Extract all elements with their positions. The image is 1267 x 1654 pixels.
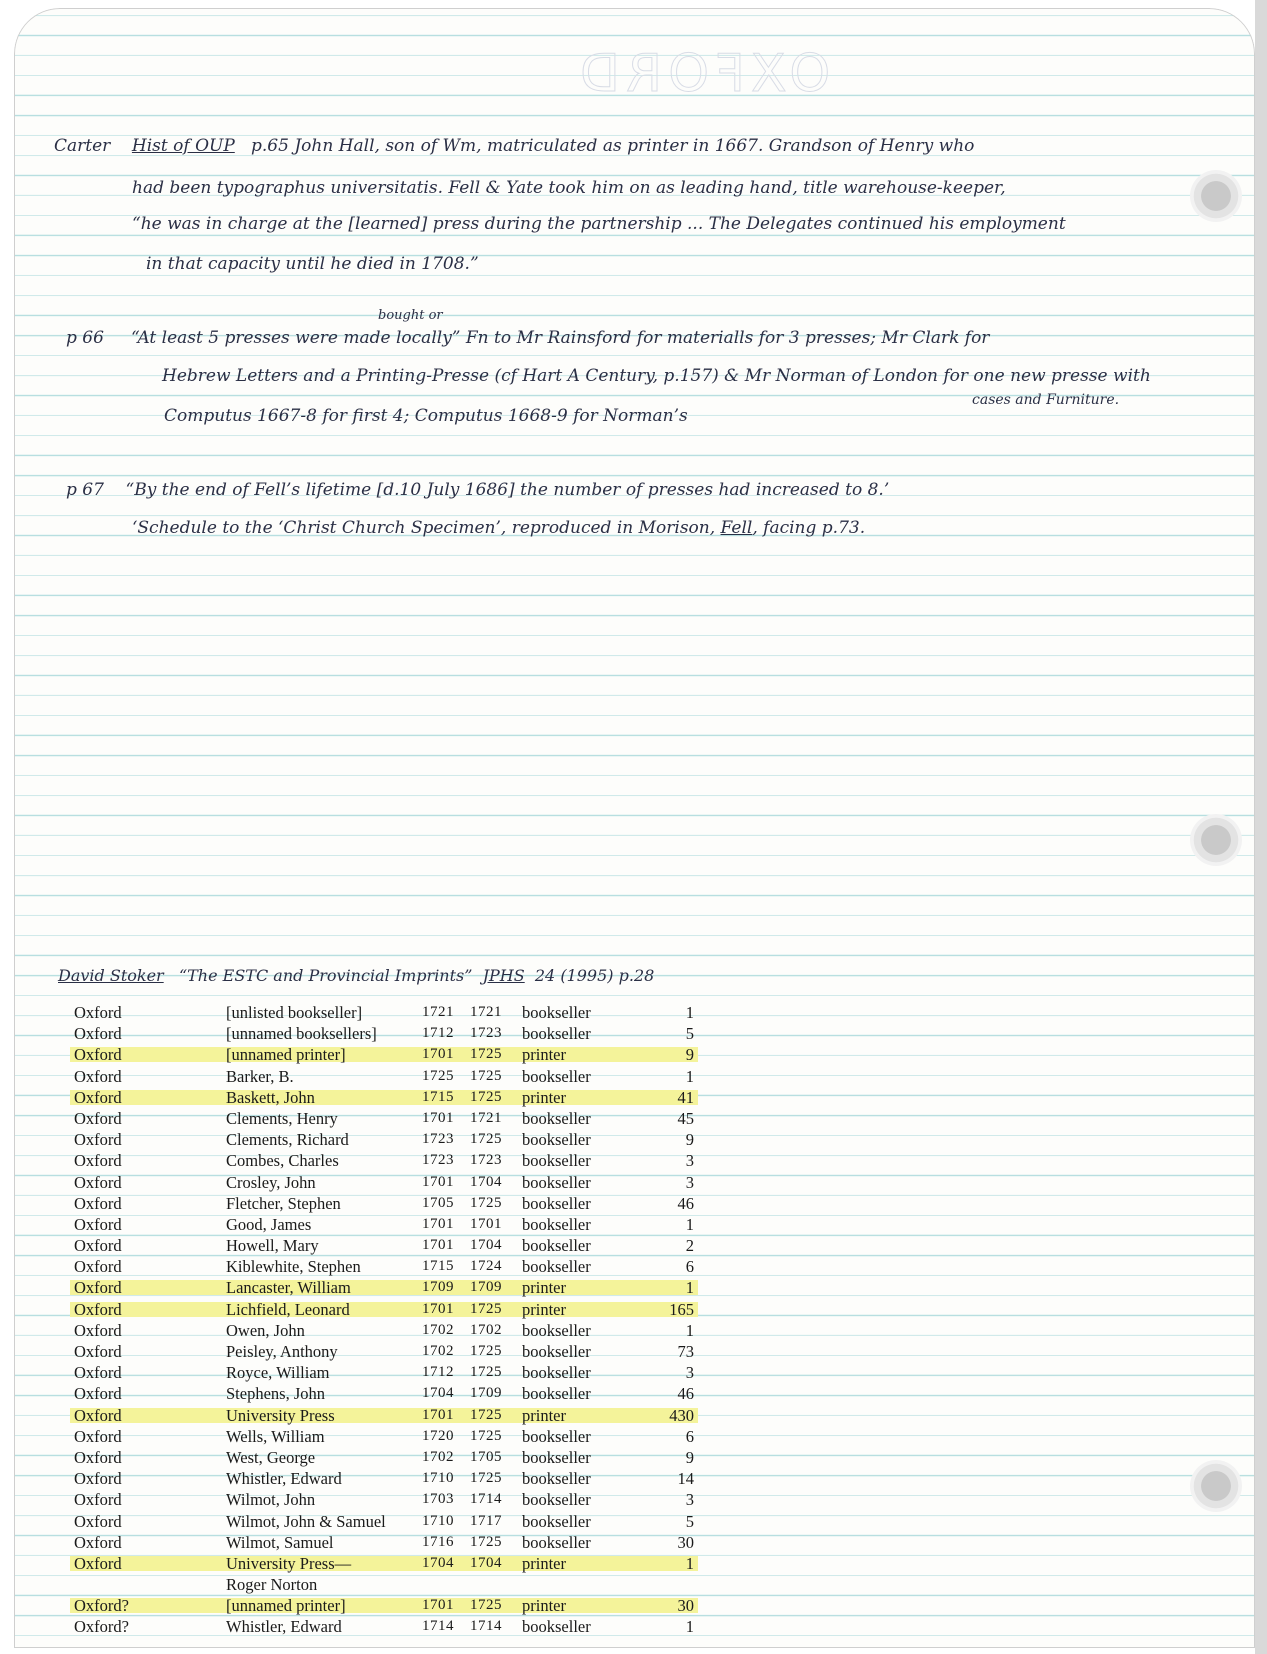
row-start-year: 1701 bbox=[422, 1109, 454, 1126]
row-place: Oxford bbox=[74, 1108, 122, 1128]
note-text: ‘Schedule to the ‘Christ Church Specimen’, reproduced in Morison, bbox=[132, 518, 721, 538]
row-start-year: 1712 bbox=[422, 1364, 454, 1381]
citation-journal: JPHS bbox=[482, 966, 525, 985]
row-name: Wilmot, John bbox=[226, 1490, 316, 1510]
row-end-year: 1725 bbox=[470, 1300, 502, 1317]
row-start-year: 1712 bbox=[422, 1025, 454, 1042]
row-count: 6 bbox=[685, 1257, 694, 1277]
row-name: Owen, John bbox=[226, 1320, 305, 1340]
row-count: 2 bbox=[685, 1236, 694, 1256]
imprints-table bbox=[70, 1002, 698, 1637]
table-row bbox=[70, 1087, 698, 1108]
row-start-year: 1701 bbox=[422, 1237, 454, 1254]
row-end-year: 1704 bbox=[470, 1173, 502, 1190]
row-end-year: 1721 bbox=[470, 1004, 502, 1020]
row-count: 9 bbox=[685, 1045, 694, 1065]
row-end-year: 1709 bbox=[470, 1279, 502, 1296]
row-name-continued: Roger Norton bbox=[226, 1574, 318, 1594]
row-role: printer bbox=[522, 1278, 566, 1298]
row-count: 3 bbox=[685, 1490, 694, 1510]
row-role: bookseller bbox=[522, 1214, 591, 1234]
row-role: bookseller bbox=[522, 1172, 591, 1192]
table-row bbox=[70, 1214, 698, 1235]
row-count: 1 bbox=[685, 1553, 694, 1573]
row-start-year: 1710 bbox=[422, 1470, 454, 1487]
row-role: bookseller bbox=[522, 1257, 591, 1277]
table-row bbox=[70, 1235, 698, 1256]
row-place: Oxford bbox=[74, 1236, 122, 1256]
table-row bbox=[70, 1299, 698, 1320]
row-place: Oxford bbox=[74, 1130, 122, 1150]
row-role: printer bbox=[522, 1405, 566, 1425]
row-end-year: 1725 bbox=[470, 1427, 502, 1444]
row-name: Whistler, Edward bbox=[226, 1469, 342, 1489]
note-line bbox=[66, 480, 889, 500]
note-line: Computus 1667-8 for first 4; Computus 1668-9 for Norman’s bbox=[164, 406, 688, 426]
note-book-title: Hist of OUP bbox=[131, 136, 235, 156]
row-place: Oxford bbox=[74, 1553, 122, 1573]
note-source: Carter bbox=[54, 136, 111, 156]
row-place: Oxford bbox=[74, 1532, 122, 1552]
row-start-year: 1701 bbox=[422, 1596, 454, 1613]
table-row bbox=[70, 1002, 698, 1023]
row-place: Oxford bbox=[74, 1214, 122, 1234]
row-name: [unnamed printer] bbox=[226, 1045, 346, 1065]
table-row bbox=[70, 1044, 698, 1065]
table-row bbox=[70, 1277, 698, 1298]
row-name: Stephens, John bbox=[226, 1384, 325, 1404]
row-role: bookseller bbox=[522, 1363, 591, 1383]
row-name: Baskett, John bbox=[226, 1087, 315, 1107]
row-count: 3 bbox=[685, 1172, 694, 1192]
row-role: bookseller bbox=[522, 1320, 591, 1340]
row-name: Fletcher, Stephen bbox=[226, 1193, 341, 1213]
row-place: Oxford bbox=[74, 1405, 122, 1425]
binder-hole bbox=[1190, 170, 1242, 222]
note-line: Hebrew Letters and a Printing-Presse (cf Hart A Century, p.157) & Mr Norman of London for one new presse with bbox=[162, 366, 1151, 386]
table-row bbox=[70, 1426, 698, 1447]
note-text: p.65 John Hall, son of Wm, matriculated as printer in 1667. Grandson of Henry who bbox=[251, 136, 975, 156]
row-place: Oxford bbox=[74, 1490, 122, 1510]
row-start-year: 1701 bbox=[422, 1173, 454, 1190]
row-count: 9 bbox=[685, 1130, 694, 1150]
binder-hole bbox=[1190, 1460, 1242, 1512]
note-line: in that capacity until he died in 1708.” bbox=[146, 254, 479, 274]
row-end-year: 1723 bbox=[470, 1152, 502, 1169]
table-row bbox=[70, 1129, 698, 1150]
row-count: 14 bbox=[677, 1469, 694, 1489]
row-place: Oxford bbox=[74, 1447, 122, 1467]
note-page-ref: p 66 bbox=[66, 328, 104, 348]
table-row bbox=[70, 1447, 698, 1468]
row-place: Oxford bbox=[74, 1278, 122, 1298]
row-name: [unnamed booksellers] bbox=[226, 1024, 377, 1044]
row-role: bookseller bbox=[522, 1490, 591, 1510]
row-end-year: 1709 bbox=[470, 1385, 502, 1402]
row-start-year: 1720 bbox=[422, 1427, 454, 1444]
row-name: Barker, B. bbox=[226, 1066, 294, 1086]
row-role: bookseller bbox=[522, 1003, 591, 1022]
oxford-watermark: OXFORD bbox=[574, 44, 831, 104]
row-start-year: 1701 bbox=[422, 1046, 454, 1063]
row-place: Oxford bbox=[74, 1066, 122, 1086]
row-place: Oxford bbox=[74, 1151, 122, 1171]
citation-author: David Stoker bbox=[58, 966, 164, 985]
row-start-year: 1701 bbox=[422, 1300, 454, 1317]
row-name: Whistler, Edward bbox=[226, 1617, 342, 1637]
row-role: bookseller bbox=[522, 1469, 591, 1489]
table-row bbox=[70, 1023, 698, 1044]
row-name: Good, James bbox=[226, 1214, 312, 1234]
row-role: bookseller bbox=[522, 1193, 591, 1213]
row-start-year: 1702 bbox=[422, 1321, 454, 1338]
row-place: Oxford bbox=[74, 1511, 122, 1531]
row-role: bookseller bbox=[522, 1617, 591, 1637]
table-row bbox=[70, 1383, 698, 1404]
note-line: had been typographus universitatis. Fell & Yate took him on as leading hand, title warehouse-keeper, bbox=[132, 178, 1006, 198]
row-start-year: 1703 bbox=[422, 1491, 454, 1508]
row-role: printer bbox=[522, 1087, 566, 1107]
row-count: 45 bbox=[677, 1108, 694, 1128]
note-text: “At least 5 presses were made locally” Fn to Mr Rainsford for materialls for 3 presses; Mr Clark for bbox=[130, 328, 990, 348]
row-place: Oxford bbox=[74, 1193, 122, 1213]
table-row bbox=[70, 1595, 698, 1616]
row-count: 30 bbox=[677, 1595, 694, 1615]
row-start-year: 1723 bbox=[422, 1131, 454, 1148]
row-place: Oxford? bbox=[74, 1595, 129, 1615]
row-name: Lichfield, Leonard bbox=[226, 1299, 350, 1319]
row-end-year: 1725 bbox=[470, 1406, 502, 1423]
row-place: Oxford bbox=[74, 1045, 122, 1065]
table-row bbox=[70, 1172, 698, 1193]
row-role: bookseller bbox=[522, 1066, 591, 1086]
table-citation bbox=[58, 966, 654, 985]
row-place: Oxford bbox=[74, 1024, 122, 1044]
row-name: Wilmot, Samuel bbox=[226, 1532, 334, 1552]
table-row bbox=[70, 1193, 698, 1214]
row-count: 5 bbox=[685, 1511, 694, 1531]
note-page-ref: p 67 bbox=[66, 480, 104, 500]
row-count: 9 bbox=[685, 1447, 694, 1467]
row-start-year: 1701 bbox=[422, 1406, 454, 1423]
row-place: Oxford bbox=[74, 1342, 122, 1361]
row-start-year: 1716 bbox=[422, 1533, 454, 1550]
row-count: 1 bbox=[685, 1617, 694, 1637]
row-place: Oxford? bbox=[74, 1617, 129, 1637]
row-start-year: 1702 bbox=[422, 1448, 454, 1465]
row-name: Lancaster, William bbox=[226, 1278, 351, 1298]
citation-title: “The ESTC and Provincial Imprints” bbox=[178, 966, 473, 985]
row-end-year: 1714 bbox=[470, 1618, 502, 1635]
table-row bbox=[70, 1553, 698, 1595]
row-end-year: 1725 bbox=[470, 1046, 502, 1063]
row-end-year: 1701 bbox=[470, 1215, 502, 1232]
row-start-year: 1723 bbox=[422, 1152, 454, 1169]
row-place: Oxford bbox=[74, 1172, 122, 1192]
row-count: 30 bbox=[677, 1532, 694, 1552]
row-count: 1 bbox=[685, 1003, 694, 1022]
note-line bbox=[132, 518, 865, 538]
row-role: bookseller bbox=[522, 1024, 591, 1044]
table-row bbox=[70, 1489, 698, 1510]
note-text: “By the end of Fell’s lifetime [d.10 July 1686] the number of presses had increased to 8.’ bbox=[125, 480, 890, 500]
row-role: bookseller bbox=[522, 1426, 591, 1446]
row-count: 165 bbox=[669, 1299, 694, 1319]
row-place: Oxford bbox=[74, 1426, 122, 1446]
row-role: printer bbox=[522, 1595, 566, 1615]
note-line bbox=[132, 214, 1066, 234]
row-place: Oxford bbox=[74, 1469, 122, 1489]
table-row bbox=[70, 1066, 698, 1087]
table-row bbox=[70, 1405, 698, 1426]
row-role: bookseller bbox=[522, 1151, 591, 1171]
row-role: bookseller bbox=[522, 1342, 591, 1361]
row-end-year: 1725 bbox=[470, 1364, 502, 1381]
row-name: Wilmot, John & Samuel bbox=[226, 1511, 386, 1531]
row-start-year: 1715 bbox=[422, 1258, 454, 1275]
table-row bbox=[70, 1341, 698, 1362]
row-end-year: 1725 bbox=[470, 1067, 502, 1084]
row-start-year: 1714 bbox=[422, 1618, 454, 1635]
row-role: bookseller bbox=[522, 1130, 591, 1150]
table-row bbox=[70, 1468, 698, 1489]
row-role: printer bbox=[522, 1299, 566, 1319]
note-text: The Delegates continued his employment bbox=[708, 214, 1066, 234]
row-name: University Press bbox=[226, 1405, 335, 1425]
table-row bbox=[70, 1511, 698, 1532]
row-end-year: 1702 bbox=[470, 1321, 502, 1338]
row-role: bookseller bbox=[522, 1511, 591, 1531]
row-place: Oxford bbox=[74, 1003, 122, 1022]
row-name: Combes, Charles bbox=[226, 1151, 339, 1171]
row-place: Oxford bbox=[74, 1257, 122, 1277]
row-count: 41 bbox=[677, 1087, 694, 1107]
row-end-year: 1704 bbox=[470, 1554, 502, 1571]
table-row bbox=[70, 1150, 698, 1171]
note-line bbox=[54, 136, 974, 156]
note-line bbox=[66, 328, 989, 348]
note-text: “he was in charge at the [learned] press during the partnership ... bbox=[132, 214, 709, 234]
note-text: , facing p.73. bbox=[752, 518, 866, 538]
row-count: 1 bbox=[685, 1066, 694, 1086]
row-name: Royce, William bbox=[226, 1363, 330, 1383]
row-start-year: 1705 bbox=[422, 1194, 454, 1211]
row-name: Crosley, John bbox=[226, 1172, 316, 1192]
row-end-year: 1723 bbox=[470, 1025, 502, 1042]
row-count: 6 bbox=[685, 1426, 694, 1446]
notebook-page bbox=[14, 8, 1255, 1648]
row-end-year: 1725 bbox=[470, 1596, 502, 1613]
row-end-year: 1725 bbox=[470, 1194, 502, 1211]
row-end-year: 1717 bbox=[470, 1512, 502, 1529]
row-end-year: 1705 bbox=[470, 1448, 502, 1465]
row-name: Kiblewhite, Stephen bbox=[226, 1257, 361, 1277]
row-name: West, George bbox=[226, 1447, 316, 1467]
row-place: Oxford bbox=[74, 1384, 122, 1404]
row-end-year: 1704 bbox=[470, 1237, 502, 1254]
row-place: Oxford bbox=[74, 1320, 122, 1340]
row-count: 430 bbox=[669, 1405, 694, 1425]
row-count: 3 bbox=[685, 1151, 694, 1171]
row-end-year: 1725 bbox=[470, 1343, 502, 1359]
row-count: 3 bbox=[685, 1363, 694, 1383]
row-role: printer bbox=[522, 1553, 566, 1573]
row-role: bookseller bbox=[522, 1108, 591, 1128]
row-role: bookseller bbox=[522, 1532, 591, 1552]
row-name: Peisley, Anthony bbox=[226, 1342, 338, 1361]
row-count: 46 bbox=[677, 1193, 694, 1213]
row-name: Howell, Mary bbox=[226, 1236, 319, 1256]
table-row bbox=[70, 1616, 698, 1637]
row-end-year: 1724 bbox=[470, 1258, 502, 1275]
row-start-year: 1701 bbox=[422, 1215, 454, 1232]
row-start-year: 1710 bbox=[422, 1512, 454, 1529]
row-start-year: 1709 bbox=[422, 1279, 454, 1296]
note-text: Fell bbox=[720, 518, 753, 538]
row-end-year: 1725 bbox=[470, 1533, 502, 1550]
row-place: Oxford bbox=[74, 1299, 122, 1319]
row-end-year: 1714 bbox=[470, 1491, 502, 1508]
row-role: bookseller bbox=[522, 1447, 591, 1467]
row-count: 1 bbox=[685, 1214, 694, 1234]
row-start-year: 1704 bbox=[422, 1554, 454, 1571]
row-role: bookseller bbox=[522, 1236, 591, 1256]
row-place: Oxford bbox=[74, 1363, 122, 1383]
row-start-year: 1702 bbox=[422, 1343, 454, 1359]
row-end-year: 1725 bbox=[470, 1470, 502, 1487]
binder-hole bbox=[1190, 814, 1242, 866]
citation-ref: 24 (1995) p.28 bbox=[534, 966, 655, 985]
row-end-year: 1725 bbox=[470, 1131, 502, 1148]
row-name: Wells, William bbox=[226, 1426, 325, 1446]
row-start-year: 1721 bbox=[422, 1004, 454, 1020]
row-role: printer bbox=[522, 1045, 566, 1065]
page-edge bbox=[1255, 0, 1267, 1654]
table-row bbox=[70, 1108, 698, 1129]
row-count: 46 bbox=[677, 1384, 694, 1404]
note-line: cases and Furniture. bbox=[972, 392, 1120, 408]
row-name: University Press— bbox=[226, 1553, 352, 1573]
row-place: Oxford bbox=[74, 1087, 122, 1107]
row-name: [unlisted bookseller] bbox=[226, 1003, 363, 1022]
table-row bbox=[70, 1320, 698, 1341]
row-count: 5 bbox=[685, 1024, 694, 1044]
row-end-year: 1725 bbox=[470, 1088, 502, 1105]
row-role: bookseller bbox=[522, 1384, 591, 1404]
row-count: 1 bbox=[685, 1278, 694, 1298]
row-name: Clements, Henry bbox=[226, 1108, 338, 1128]
row-start-year: 1715 bbox=[422, 1088, 454, 1105]
row-count: 1 bbox=[685, 1320, 694, 1340]
row-name: Clements, Richard bbox=[226, 1130, 349, 1150]
row-start-year: 1704 bbox=[422, 1385, 454, 1402]
row-count: 73 bbox=[677, 1342, 694, 1361]
table-row bbox=[70, 1532, 698, 1553]
row-name: [unnamed printer] bbox=[226, 1595, 346, 1615]
row-end-year: 1721 bbox=[470, 1109, 502, 1126]
insertion-note: bought or bbox=[378, 308, 443, 323]
row-start-year: 1725 bbox=[422, 1067, 454, 1084]
table-row bbox=[70, 1256, 698, 1277]
table-row bbox=[70, 1362, 698, 1383]
